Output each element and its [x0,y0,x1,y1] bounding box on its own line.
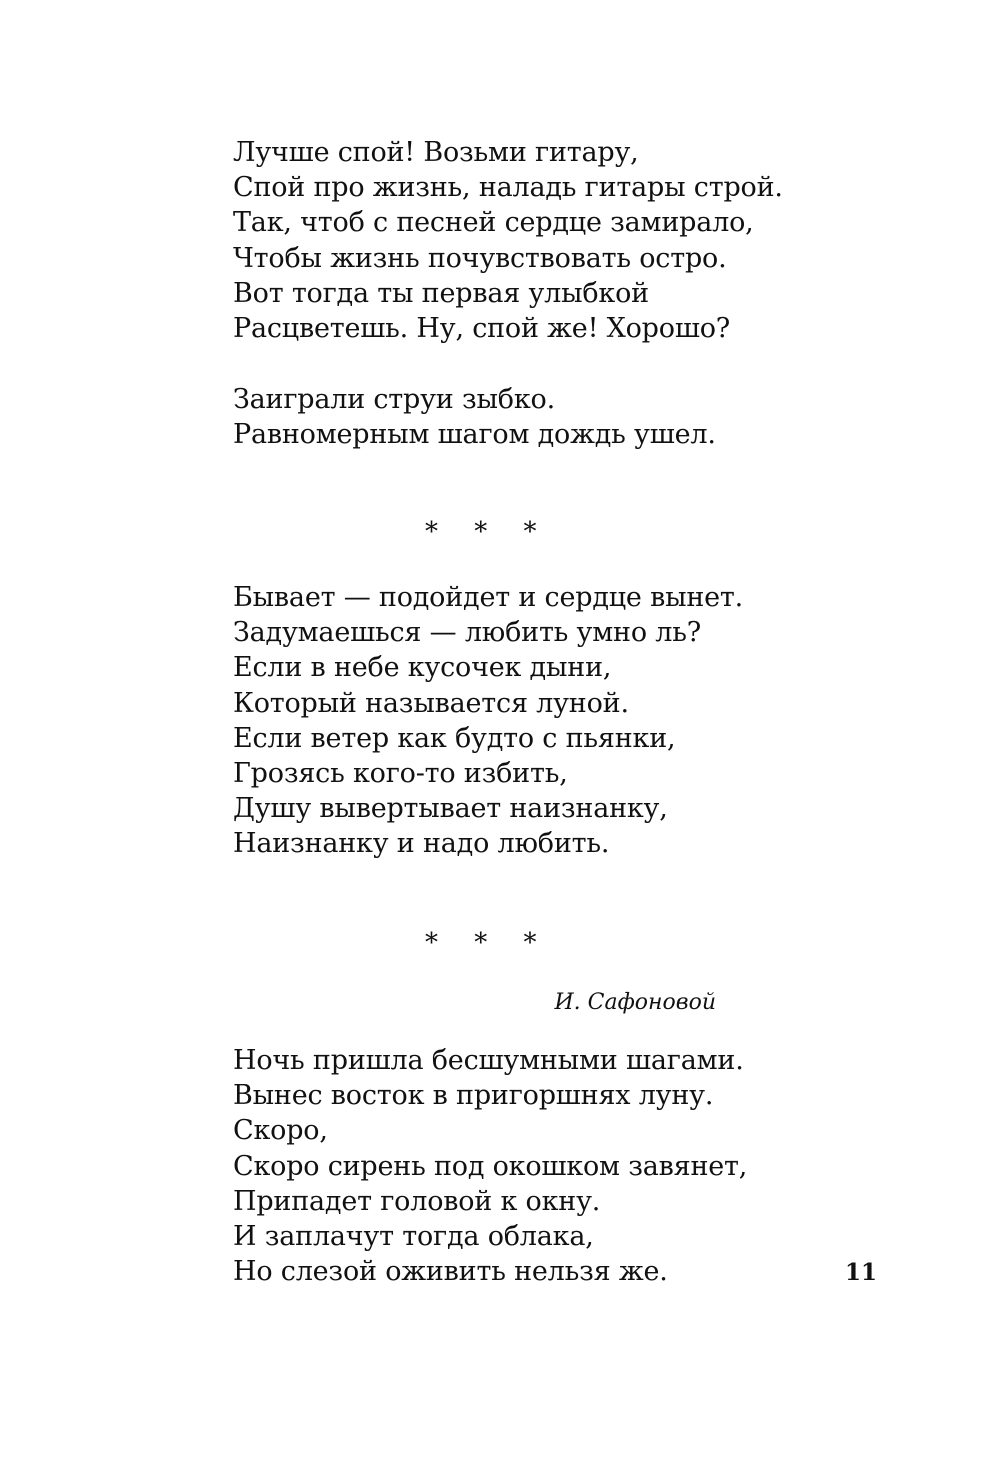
verse-line: Скоро сирень под окошком завянет, [233,1150,748,1182]
verse-line: Лучше спой! Возьми гитару, [233,137,639,168]
page-number: 11 [845,1259,878,1286]
verse-line: Спой про жизнь, наладь гитары строй. [233,172,783,204]
verse-line: Скоро, [233,1115,328,1147]
poem-dedication: И. Сафоновой [554,990,716,1015]
verse-line: Чтобы жизнь почувствовать остро. [233,242,727,274]
section-separator: * * * [425,928,551,958]
verse-line: Грозясь кого-то избить, [233,758,568,790]
verse-line: Который называется луной. [233,687,629,719]
poem2-stanza [233,580,743,862]
verse-line: Но слезой оживить нельзя же. [233,1256,668,1288]
poem1-stanza1 [233,135,783,346]
verse-line: Расцветешь. Ну, спой же! Хорошо? [233,313,731,345]
verse-line: Вынес восток в пригоршнях луну. [233,1080,714,1112]
verse-line: Душу вывертывает наизнанку, [233,793,668,825]
verse-line: И заплачут тогда облака, [233,1221,594,1253]
verse-line: Припадет головой к окну. [233,1185,601,1217]
verse-line: Так, чтоб с песней сердце замирало, [233,207,754,239]
verse-line: Наизнанку и надо любить. [233,828,610,860]
verse-line: Вот тогда ты первая улыбкой [233,277,649,309]
section-separator: * * * [425,517,551,547]
poem1-stanza2 [233,382,716,452]
verse-line: Ночь пришла бесшумными шагами. [233,1045,744,1076]
poem3-stanza [233,1043,747,1289]
verse-line: Равномерным шагом дождь ушел. [233,419,716,451]
verse-line: Заиграли струи зыбко. [233,384,555,415]
verse-line: Бывает — подойдет и сердце вынет. [233,582,744,613]
verse-line: Если в небе кусочек дыни, [233,652,612,684]
verse-line: Если ветер как будто с пьянки, [233,722,676,754]
verse-line: Задумаешься — любить умно ль? [233,617,702,649]
